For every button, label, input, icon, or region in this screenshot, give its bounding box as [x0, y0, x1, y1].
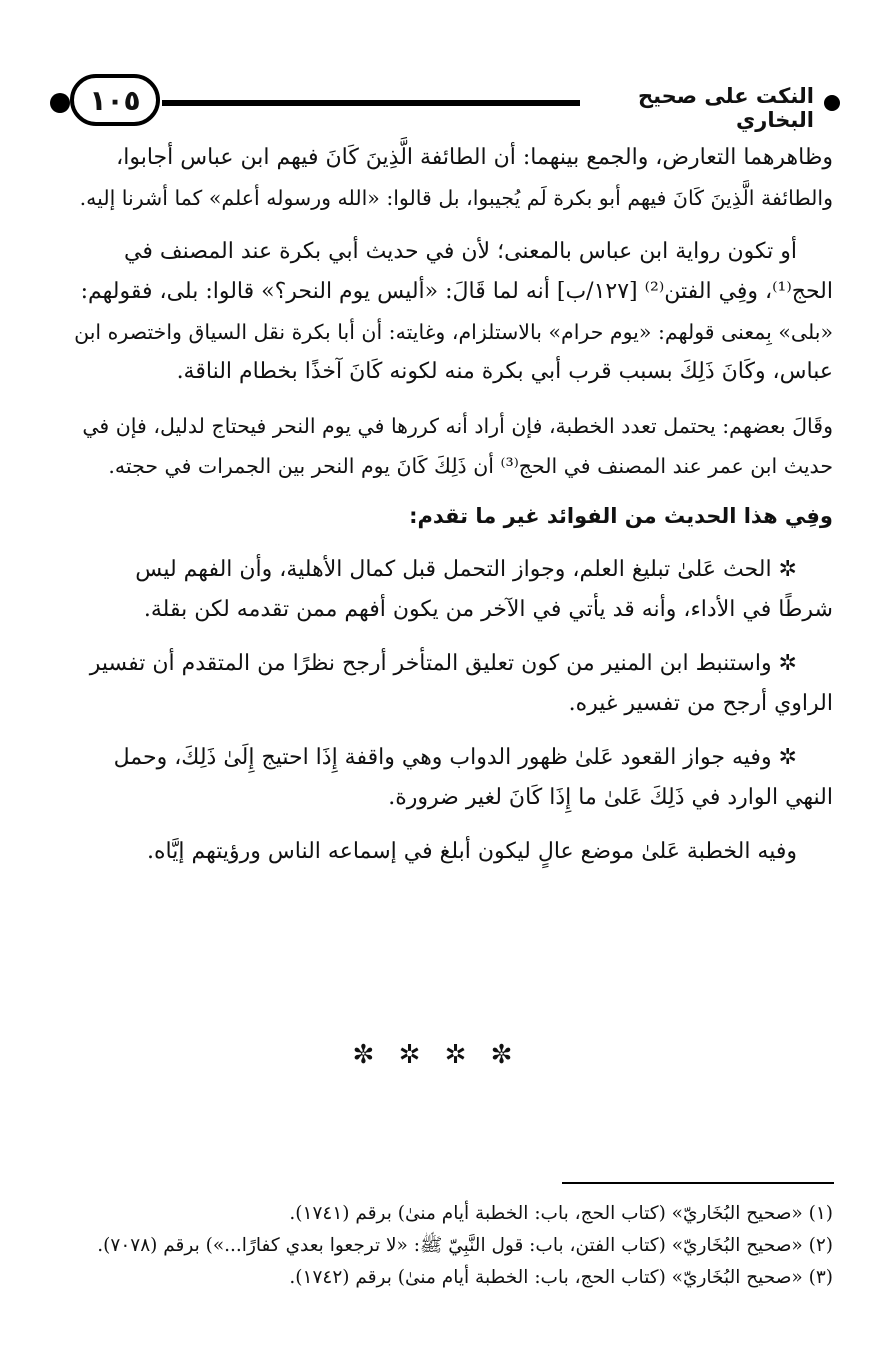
- text-line: شرطًا في الأداء، وأنه قد يأتي في الآخر من يكون أفهم ممن تقدمه لكن بقلة.: [143, 597, 833, 622]
- header-rule: [162, 100, 580, 106]
- text-line: والطائفة الَّذِينَ كَانَ فيهم أبو بكرة لَم يُجيبوا، بل قالوا: «الله ورسوله أعلم» كما أشرنا إليه.: [79, 186, 833, 210]
- page-number: ١٠٥: [70, 74, 160, 126]
- footnotes: [60, 1198, 833, 1294]
- book-title: النكت على صحيح البخاري: [637, 84, 814, 132]
- bullet-line: ✲ الحث عَلىٰ تبليغ العلم، وجواز التحمل قبل كمال الأهلية، وأن الفهم ليس: [135, 557, 797, 582]
- text-line: وفيه الخطبة عَلىٰ موضع عالٍ ليكون أبلغ في إسماعه الناس ورؤيتهم إيَّاه.: [147, 839, 797, 864]
- running-header: [50, 72, 840, 134]
- section-separator: ✼ ✲ ✲ ✼: [352, 1040, 521, 1070]
- text-line: حديث ابن عمر عند المصنف في الحج⁽³⁾ أن ذَلِكَ كَانَ يوم النحر بين الجمرات في حجته.: [108, 454, 833, 478]
- rule-end-dot-left: [50, 93, 70, 113]
- text-line: وظاهرهما التعارض، والجمع بينهما: أن الطائفة الَّذِينَ كَانَ فيهم ابن عباس أجابوا،: [116, 145, 833, 170]
- main-text: [60, 138, 833, 872]
- section-heading: وفِي هذا الحديث من الفوائد غير ما تقدم:: [409, 504, 833, 528]
- footnote: (١) «صحيح البُخَاريّ» (كتاب الحج، باب: الخطبة أيام منىٰ) برقم (١٧٤١).: [289, 1203, 833, 1224]
- footnote: (٢) «صحيح البُخَاريّ» (كتاب الفتن، باب: قول النَّبِيّ ﷺ: «لا ترجعوا بعدي كفارًا...») برقم (٧٠٧٨).: [97, 1235, 833, 1256]
- bullet-line: ✲ وفيه جواز القعود عَلىٰ ظهور الدواب وهي واقفة إِذَا احتيج إِلَىٰ ذَلِكَ، وحمل: [113, 745, 797, 770]
- footnote-rule: [562, 1182, 834, 1184]
- text-line: عباس، وكَانَ ذَلِكَ بسبب قرب أبي بكرة منه لكونه كَانَ آخذًا بخطام الناقة.: [176, 359, 833, 384]
- text-line: وقَالَ بعضهم: يحتمل تعدد الخطبة، فإن أراد أنه كررها في يوم النحر فيحتاج لدليل، فإن في: [82, 414, 833, 438]
- bullet-line: ✲ واستنبط ابن المنير من كون تعليق المتأخر أرجح نظرًا من المتقدم أن تفسير: [89, 651, 797, 676]
- text-line: «بلى» بِمعنى قولهم: «يوم حرام» بالاستلزام، وغايته: أن أبا بكرة نقل السياق واختصره ابن: [74, 320, 833, 344]
- text-line: الحج⁽¹⁾، وفِي الفتن⁽²⁾ [١٢٧/ب] أنه لما قَالَ: «أليس يوم النحر؟» قالوا: بلى، فقولهم:: [80, 279, 833, 304]
- text-line: أو تكون رواية ابن عباس بالمعنى؛ لأن في حديث أبي بكرة عند المصنف في: [124, 239, 797, 264]
- rule-end-dot-right: [824, 95, 840, 111]
- footnote: (٣) «صحيح البُخَاريّ» (كتاب الحج، باب: الخطبة أيام منىٰ) برقم (١٧٤٢).: [289, 1267, 833, 1288]
- text-line: الراوي أرجح من تفسير غيره.: [568, 691, 833, 716]
- text-line: النهي الوارد في ذَلِكَ عَلىٰ ما إِذَا كَانَ لغير ضرورة.: [388, 785, 833, 810]
